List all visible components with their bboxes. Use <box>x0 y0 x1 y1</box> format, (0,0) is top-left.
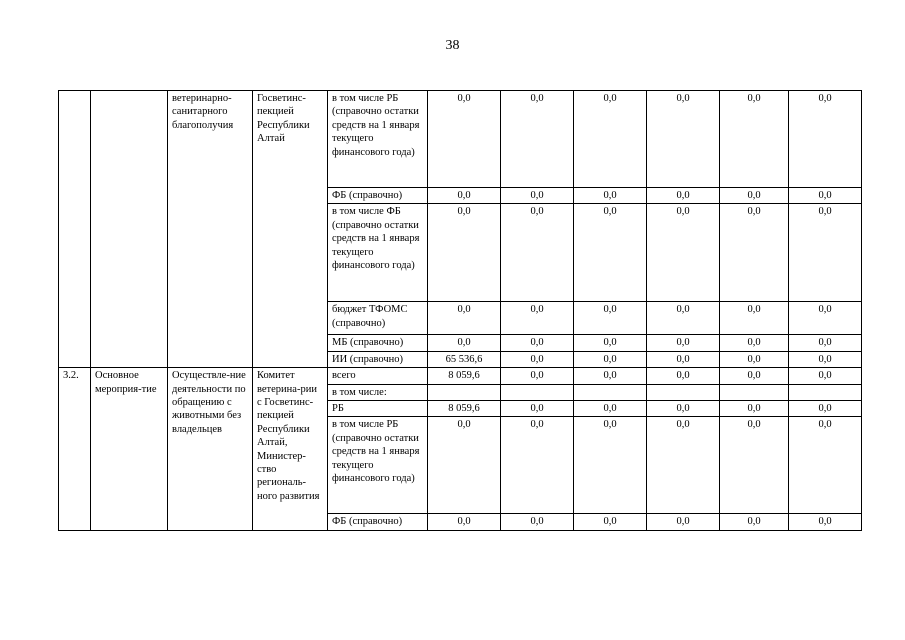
value-cell: 65 536,6 <box>428 351 501 367</box>
value-cell: 0,0 <box>428 188 501 204</box>
executor-cell: Комитет ветерина-рии с Госветинс-пекцией Республики Алтай, Министер-ство региональ-ного развития <box>253 368 328 531</box>
value-cell <box>574 384 647 400</box>
value-cell <box>428 384 501 400</box>
value-cell: 0,0 <box>647 204 720 302</box>
value-cell: 0,0 <box>720 368 789 384</box>
value-cell: 0,0 <box>647 417 720 514</box>
type-cell <box>91 91 168 368</box>
source-label: всего <box>328 368 428 384</box>
value-cell: 0,0 <box>428 204 501 302</box>
source-label: в том числе РБ (справочно остатки средств на 1 января текущего финансового года) <box>328 417 428 514</box>
table-row <box>59 368 862 384</box>
value-cell: 0,0 <box>574 514 647 530</box>
value-cell: 0,0 <box>720 335 789 351</box>
value-cell: 0,0 <box>789 514 862 530</box>
value-cell <box>501 384 574 400</box>
value-cell: 0,0 <box>574 204 647 302</box>
source-label: ФБ (справочно) <box>328 188 428 204</box>
value-cell: 0,0 <box>574 91 647 188</box>
executor-cell: Госветинс-пекцией Республики Алтай <box>253 91 328 368</box>
value-cell <box>647 384 720 400</box>
value-cell: 0,0 <box>574 302 647 335</box>
value-cell: 0,0 <box>647 351 720 367</box>
value-cell: 0,0 <box>574 368 647 384</box>
value-cell: 0,0 <box>720 302 789 335</box>
value-cell: 0,0 <box>501 351 574 367</box>
value-cell: 0,0 <box>501 368 574 384</box>
value-cell: 0,0 <box>501 91 574 188</box>
source-label: в том числе: <box>328 384 428 400</box>
value-cell: 0,0 <box>789 91 862 188</box>
type-cell: Основное мероприя-тие <box>91 368 168 531</box>
value-cell: 0,0 <box>789 302 862 335</box>
value-cell: 0,0 <box>720 401 789 417</box>
value-cell: 0,0 <box>789 335 862 351</box>
source-label: в том числе ФБ (справочно остатки средств на 1 января текущего финансового года) <box>328 204 428 302</box>
value-cell: 0,0 <box>428 91 501 188</box>
page-number: 38 <box>445 38 460 53</box>
value-cell: 0,0 <box>501 188 574 204</box>
value-cell: 0,0 <box>647 368 720 384</box>
value-cell: 0,0 <box>789 417 862 514</box>
value-cell: 0,0 <box>428 302 501 335</box>
value-cell: 0,0 <box>647 514 720 530</box>
value-cell: 0,0 <box>720 188 789 204</box>
value-cell: 0,0 <box>720 91 789 188</box>
value-cell: 0,0 <box>720 417 789 514</box>
value-cell <box>720 384 789 400</box>
value-cell: 0,0 <box>789 204 862 302</box>
value-cell: 0,0 <box>574 417 647 514</box>
source-label: МБ (справочно) <box>328 335 428 351</box>
value-cell: 0,0 <box>501 302 574 335</box>
value-cell: 0,0 <box>789 188 862 204</box>
value-cell: 0,0 <box>501 204 574 302</box>
value-cell: 0,0 <box>574 335 647 351</box>
value-cell: 0,0 <box>789 368 862 384</box>
source-label: ИИ (справочно) <box>328 351 428 367</box>
source-label: РБ <box>328 401 428 417</box>
value-cell: 0,0 <box>647 91 720 188</box>
value-cell: 0,0 <box>428 335 501 351</box>
value-cell: 0,0 <box>428 514 501 530</box>
source-label: в том числе РБ (справочно остатки средств на 1 января текущего финансового года) <box>328 91 428 188</box>
value-cell <box>789 384 862 400</box>
value-cell: 0,0 <box>647 335 720 351</box>
number-cell <box>59 91 91 368</box>
source-label: ФБ (справочно) <box>328 514 428 530</box>
value-cell: 8 059,6 <box>428 401 501 417</box>
value-cell: 0,0 <box>574 188 647 204</box>
value-cell: 0,0 <box>428 417 501 514</box>
value-cell: 0,0 <box>647 302 720 335</box>
value-cell: 0,0 <box>574 401 647 417</box>
value-cell: 0,0 <box>501 514 574 530</box>
source-label: бюджет ТФОМС (справочно) <box>328 302 428 335</box>
value-cell: 0,0 <box>647 188 720 204</box>
value-cell: 0,0 <box>501 417 574 514</box>
table-row <box>59 91 862 188</box>
value-cell: 0,0 <box>647 401 720 417</box>
value-cell: 0,0 <box>789 351 862 367</box>
value-cell: 0,0 <box>501 335 574 351</box>
value-cell: 0,0 <box>789 401 862 417</box>
measure-cell: Осуществле-ние деятельности по обращению с животными без владельцев <box>168 368 253 531</box>
measure-cell: ветеринарно-санитарного благополучия <box>168 91 253 368</box>
value-cell: 0,0 <box>720 204 789 302</box>
value-cell: 8 059,6 <box>428 368 501 384</box>
value-cell: 0,0 <box>720 351 789 367</box>
value-cell: 0,0 <box>574 351 647 367</box>
number-cell: 3.2. <box>59 368 91 531</box>
value-cell: 0,0 <box>720 514 789 530</box>
financing-table <box>58 90 862 531</box>
value-cell: 0,0 <box>501 401 574 417</box>
